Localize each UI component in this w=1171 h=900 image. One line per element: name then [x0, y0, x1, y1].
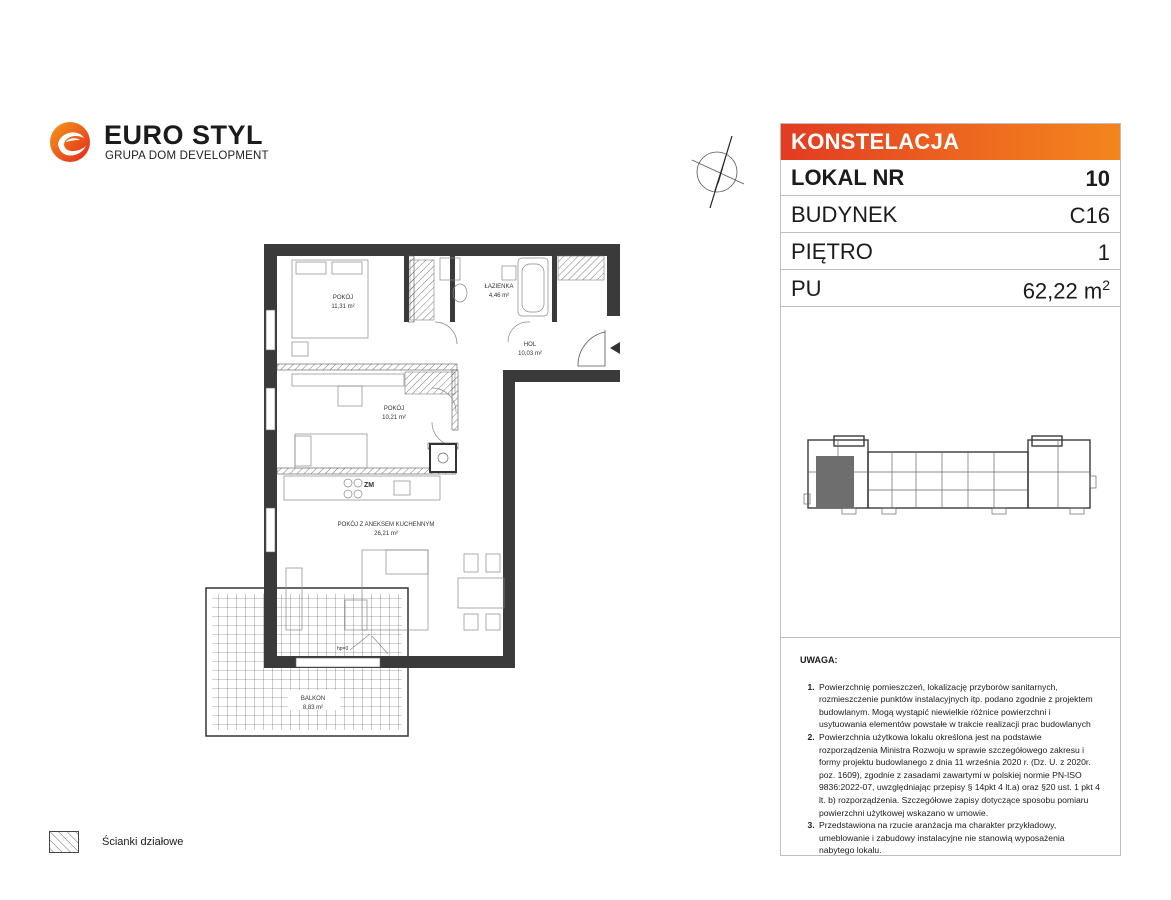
info-panel	[780, 123, 1121, 856]
legend-label: Ścianki działowe	[102, 836, 184, 848]
brand-logo	[48, 118, 268, 168]
room-label-lazienka: ŁAZIENKA	[484, 284, 514, 290]
pu-unit-sup: 2	[1102, 277, 1110, 293]
pu-label: PU	[791, 276, 822, 301]
row-lokal	[781, 160, 1120, 196]
lokal-value: 10	[1085, 166, 1110, 191]
partition-legend-icon	[49, 831, 79, 853]
room-area-salon: 26,21 m²	[374, 531, 398, 537]
pu-value-group	[1023, 277, 1110, 304]
project-name: KONSTELACJA	[791, 129, 960, 154]
room-label-hol: HOL	[523, 342, 537, 348]
room-label-pokoj2: POKÓJ	[383, 406, 405, 412]
room-area-pokoj1: 11,31 m²	[331, 304, 355, 310]
note-item: 3. Przedstawiona na rzucie aranżacja ma charakter przykładowy, umeblowanie i zabudowy instalacyjne nie stanowią wyposażenia nabytego lokalu.	[817, 819, 1100, 857]
lokal-label: LOKAL NR	[791, 165, 905, 190]
logo-mark-icon	[48, 118, 96, 166]
project-header	[781, 124, 1120, 160]
row-pietro	[781, 234, 1120, 270]
room-label-salon: POKÓJ Z ANEKSEM KUCHENNYM	[337, 522, 435, 528]
room-area-lazienka: 4,46 m²	[488, 293, 510, 299]
room-area-pokoj2: 10,21 m²	[382, 415, 406, 421]
pietro-label: PIĘTRO	[791, 239, 873, 264]
notes-title: UWAGA:	[800, 655, 838, 665]
floor-plan	[200, 238, 630, 748]
north-arrow-icon	[688, 134, 752, 210]
row-budynek	[781, 197, 1120, 233]
room-label-pokoj1: POKÓJ	[332, 295, 354, 301]
budynek-value: C16	[1069, 203, 1110, 228]
row-pu	[781, 271, 1120, 307]
notes	[800, 654, 1100, 857]
room-area-balkon: 8,83 m²	[302, 705, 324, 711]
pietro-value: 1	[1097, 240, 1110, 265]
notes-divider	[781, 637, 1120, 638]
threshold-label: hp=0	[337, 646, 349, 652]
brand-subtitle: GRUPA DOM DEVELOPMENT	[105, 150, 269, 162]
room-area-hol: 10,03 m²	[518, 351, 542, 357]
budynek-label: BUDYNEK	[791, 202, 898, 227]
note-item: 1. Powierzchnię pomieszczeń, lokalizację przyborów sanitarnych, rozmieszczenie punktów instalacyjnych itp. podano zgodnie z projektem budowlanym. Mogą wystąpić niewielkie różnice powierzchni i usytuowania elementów powstałe w trakcie realizacji prac budowlanych	[817, 681, 1100, 731]
note-item: 2. Powierzchnia użytkowa lokalu określona jest na podstawie rozporządzenia Ministra Rozwoju w sprawie szczegółowego zakresu i formy projektu budowlanego z dnia 11 września 2020 r. (Dz. U. z 2020r. poz. 1609), zgodnie z zasadami zawartymi w polskiej normie PN-ISO 9836:2022-07, uwzględniając przepisy § 14pkt 4 lt.a) oraz §20 ust. 1 pkt 4 lt. b) rozporządzenia. Szczegółowe zapisy dotyczące sposobu pomiaru powierzchni użytkowej wskazano w umowie.	[817, 731, 1100, 819]
pu-unit: m	[1083, 278, 1103, 304]
pu-value: 62,22	[1022, 278, 1078, 304]
zm-label: ZM	[364, 482, 375, 489]
room-label-balkon: BALKON	[300, 696, 326, 702]
brand-name: EURO STYL	[104, 120, 264, 150]
